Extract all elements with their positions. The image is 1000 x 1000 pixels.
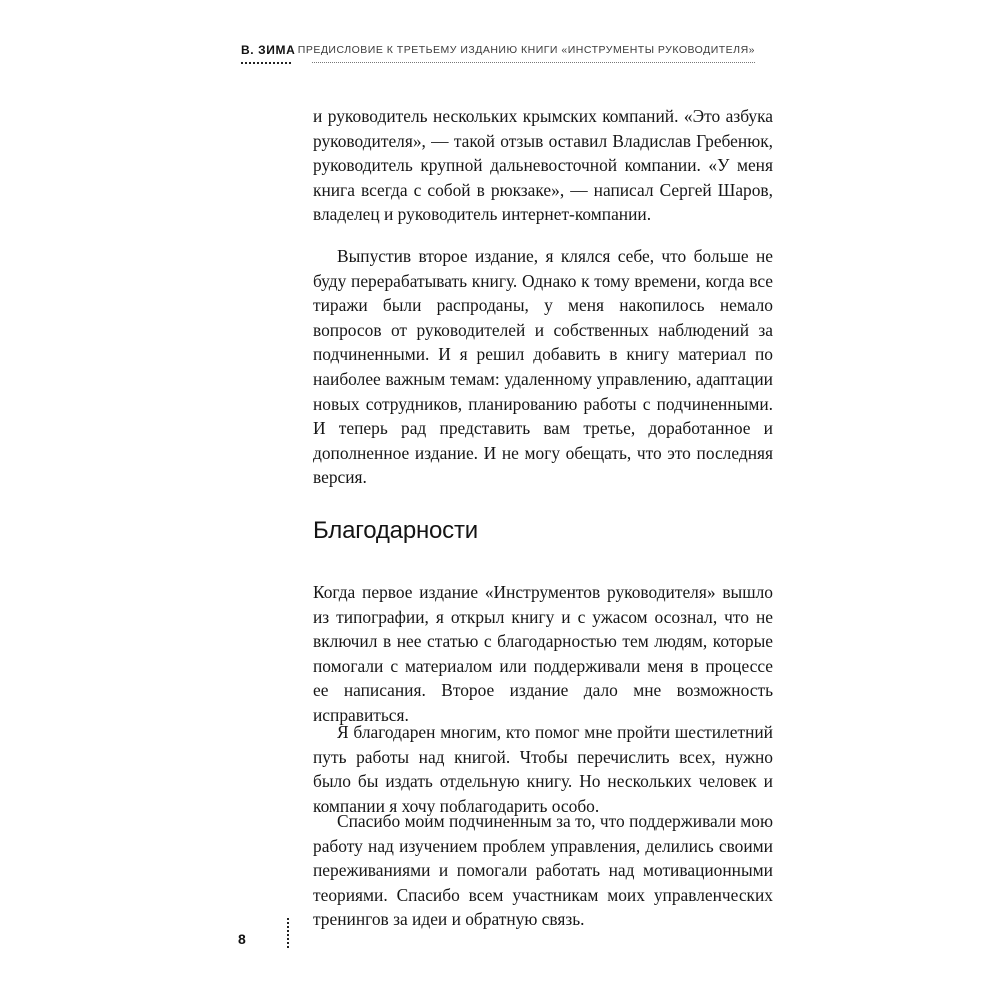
body-paragraph-3-block xyxy=(313,580,773,728)
body-paragraph-1-block xyxy=(313,104,773,227)
section-heading: Благодарности xyxy=(313,517,478,544)
body-paragraph-5-block xyxy=(313,809,773,932)
body-paragraph: Когда первое издание «Инструментов руководителя» вышло из типографии, я открыл книгу и с ужасом осознал, что не включил в нее статью с благодарностью тем людям, которые помогали с материалом или поддерживали меня в процессе ее написания. Второе издание дало мне возможность исправиться. xyxy=(313,582,773,725)
body-paragraph: Выпустив второе издание, я клялся себе, что больше не буду перерабатывать книгу. Однако к тому времени, когда все тиражи были распроданы, у меня накопилось немало вопросов от руководителей и собственных наблюдений за подчиненными. И я решил добавить в книгу материал по наиболее важным темам: удаленному управлению, адаптации новых сотрудников, планированию работы с подчиненными. И теперь рад представить вам третье, доработанное и дополненное издание. И не могу обещать, что это последняя версия. xyxy=(313,246,773,488)
body-paragraph: Спасибо моим подчиненным за то, что поддерживали мою работу над изучением проблем управления, делились своими переживаниями и помогали работать над мотивационными теориями. Спасибо всем участникам моих управленческих тренингов за идеи и обратную связь. xyxy=(313,811,773,930)
body-paragraph: и руководитель нескольких крымских компаний. «Это азбука руководителя», — такой отзыв оставил Владислав Гребенюк, руководитель крупной дальневосточной компании. «У меня книга всегда с собой в рюкзаке», — написал Сергей Шаров, владелец и руководитель интернет-компании. xyxy=(313,106,773,225)
footer-dotted-rule xyxy=(287,918,289,948)
running-head-title: ПРЕДИСЛОВИЕ К ТРЕТЬЕМУ ИЗДАНИЮ КНИГИ «ИНСТРУМЕНТЫ РУКОВОДИТЕЛЯ» xyxy=(297,44,755,56)
body-paragraph-4-block xyxy=(313,720,773,818)
page-number: 8 xyxy=(238,931,246,947)
running-head-author: В. ЗИМА xyxy=(241,43,296,57)
author-dotted-rule xyxy=(241,62,291,64)
body-paragraph-2-block xyxy=(313,244,773,490)
header-dotted-rule xyxy=(312,62,755,63)
body-paragraph: Я благодарен многим, кто помог мне пройти шестилетний путь работы над книгой. Чтобы перечислить всех, нужно было бы издать отдельную книгу. Но нескольких человек и компании я хочу поблагодарить особо. xyxy=(313,722,773,816)
